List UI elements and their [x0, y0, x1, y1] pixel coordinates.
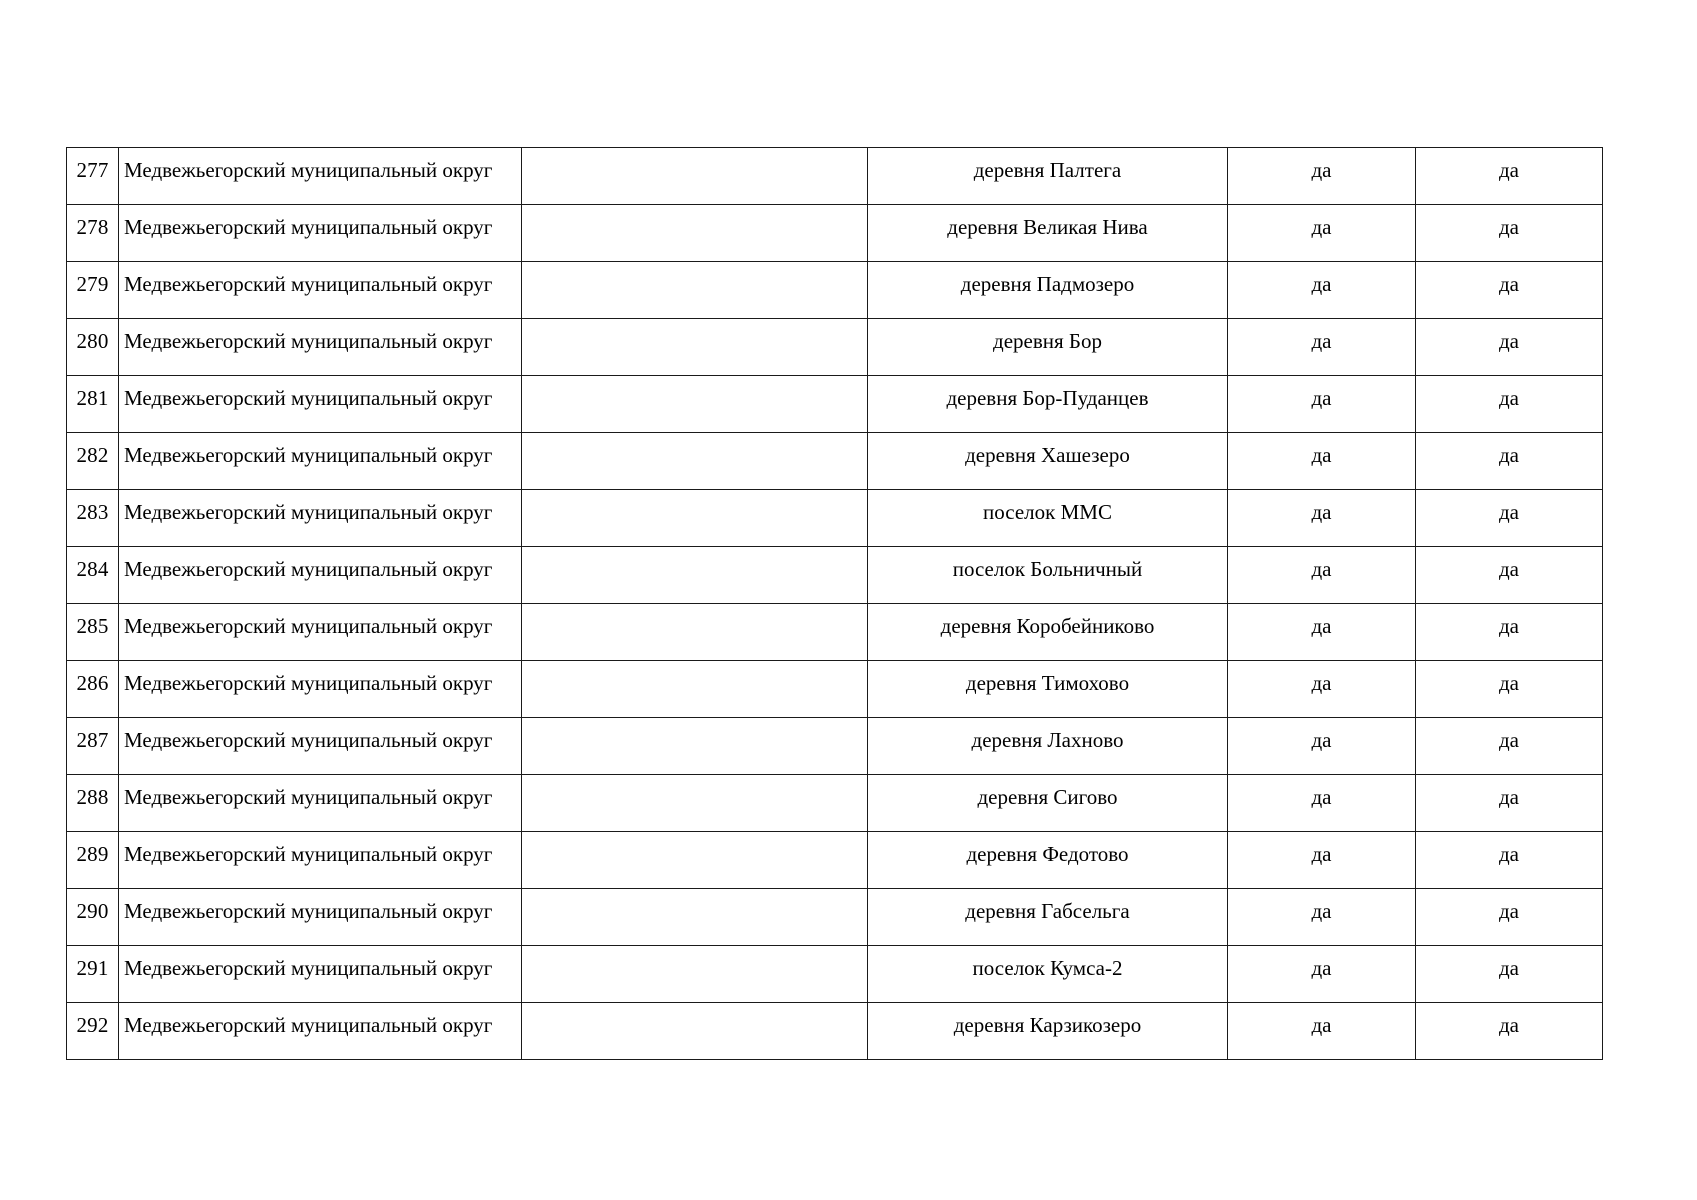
settlement-cell: деревня Великая Нива — [868, 205, 1228, 262]
flag-cell-1: да — [1228, 433, 1416, 490]
district-cell: Медвежьегорский муниципальный округ — [119, 661, 522, 718]
empty-cell — [522, 262, 868, 319]
empty-cell — [522, 604, 868, 661]
flag-cell-1: да — [1228, 604, 1416, 661]
district-cell: Медвежьегорский муниципальный округ — [119, 604, 522, 661]
flag-cell-2: да — [1416, 376, 1603, 433]
table-row — [67, 547, 1603, 604]
district-cell: Медвежьегорский муниципальный округ — [119, 205, 522, 262]
flag-cell-2: да — [1416, 148, 1603, 205]
empty-cell — [522, 832, 868, 889]
flag-cell-1: да — [1228, 262, 1416, 319]
table-row — [67, 1003, 1603, 1060]
district-cell: Медвежьегорский муниципальный округ — [119, 775, 522, 832]
flag-cell-2: да — [1416, 832, 1603, 889]
table-row — [67, 490, 1603, 547]
district-cell: Медвежьегорский муниципальный округ — [119, 946, 522, 1003]
row-number-cell: 292 — [67, 1003, 119, 1060]
table-row — [67, 319, 1603, 376]
district-cell: Медвежьегорский муниципальный округ — [119, 262, 522, 319]
row-number-cell: 280 — [67, 319, 119, 376]
empty-cell — [522, 490, 868, 547]
table-row — [67, 604, 1603, 661]
flag-cell-1: да — [1228, 376, 1416, 433]
district-cell: Медвежьегорский муниципальный округ — [119, 433, 522, 490]
flag-cell-1: да — [1228, 661, 1416, 718]
district-cell: Медвежьегорский муниципальный округ — [119, 1003, 522, 1060]
flag-cell-1: да — [1228, 946, 1416, 1003]
settlement-cell: деревня Лахново — [868, 718, 1228, 775]
row-number-cell: 282 — [67, 433, 119, 490]
district-cell: Медвежьегорский муниципальный округ — [119, 319, 522, 376]
table-row — [67, 718, 1603, 775]
empty-cell — [522, 946, 868, 1003]
table-row — [67, 433, 1603, 490]
flag-cell-2: да — [1416, 490, 1603, 547]
empty-cell — [522, 319, 868, 376]
table-row — [67, 376, 1603, 433]
settlement-cell: деревня Бор-Пуданцев — [868, 376, 1228, 433]
flag-cell-2: да — [1416, 319, 1603, 376]
flag-cell-1: да — [1228, 889, 1416, 946]
settlement-cell: деревня Палтега — [868, 148, 1228, 205]
row-number-cell: 290 — [67, 889, 119, 946]
row-number-cell: 288 — [67, 775, 119, 832]
empty-cell — [522, 148, 868, 205]
district-cell: Медвежьегорский муниципальный округ — [119, 547, 522, 604]
row-number-cell: 289 — [67, 832, 119, 889]
row-number-cell: 286 — [67, 661, 119, 718]
flag-cell-2: да — [1416, 262, 1603, 319]
settlement-cell: деревня Бор — [868, 319, 1228, 376]
empty-cell — [522, 661, 868, 718]
settlement-cell: поселок ММС — [868, 490, 1228, 547]
empty-cell — [522, 205, 868, 262]
district-cell: Медвежьегорский муниципальный округ — [119, 490, 522, 547]
empty-cell — [522, 547, 868, 604]
table-row — [67, 889, 1603, 946]
flag-cell-2: да — [1416, 775, 1603, 832]
flag-cell-2: да — [1416, 946, 1603, 1003]
row-number-cell: 284 — [67, 547, 119, 604]
settlement-cell: деревня Коробейниково — [868, 604, 1228, 661]
settlement-cell: деревня Сигово — [868, 775, 1228, 832]
flag-cell-1: да — [1228, 490, 1416, 547]
flag-cell-2: да — [1416, 1003, 1603, 1060]
flag-cell-1: да — [1228, 718, 1416, 775]
table-row — [67, 661, 1603, 718]
table-row — [67, 262, 1603, 319]
table-row — [67, 205, 1603, 262]
row-number-cell: 278 — [67, 205, 119, 262]
flag-cell-1: да — [1228, 319, 1416, 376]
empty-cell — [522, 718, 868, 775]
table-row — [67, 148, 1603, 205]
row-number-cell: 287 — [67, 718, 119, 775]
flag-cell-2: да — [1416, 718, 1603, 775]
settlement-cell: поселок Больничный — [868, 547, 1228, 604]
settlement-cell: деревня Тимохово — [868, 661, 1228, 718]
table-row — [67, 832, 1603, 889]
flag-cell-2: да — [1416, 661, 1603, 718]
row-number-cell: 291 — [67, 946, 119, 1003]
flag-cell-1: да — [1228, 148, 1416, 205]
empty-cell — [522, 376, 868, 433]
row-number-cell: 285 — [67, 604, 119, 661]
flag-cell-1: да — [1228, 205, 1416, 262]
empty-cell — [522, 1003, 868, 1060]
settlement-cell: деревня Падмозеро — [868, 262, 1228, 319]
flag-cell-2: да — [1416, 433, 1603, 490]
row-number-cell: 283 — [67, 490, 119, 547]
district-cell: Медвежьегорский муниципальный округ — [119, 148, 522, 205]
flag-cell-1: да — [1228, 832, 1416, 889]
flag-cell-2: да — [1416, 205, 1603, 262]
table-body — [67, 148, 1603, 1060]
district-cell: Медвежьегорский муниципальный округ — [119, 889, 522, 946]
flag-cell-2: да — [1416, 889, 1603, 946]
empty-cell — [522, 433, 868, 490]
flag-cell-1: да — [1228, 775, 1416, 832]
district-cell: Медвежьегорский муниципальный округ — [119, 832, 522, 889]
flag-cell-2: да — [1416, 547, 1603, 604]
settlement-cell: деревня Карзикозеро — [868, 1003, 1228, 1060]
flag-cell-2: да — [1416, 604, 1603, 661]
settlement-cell: поселок Кумса-2 — [868, 946, 1228, 1003]
row-number-cell: 281 — [67, 376, 119, 433]
district-cell: Медвежьегорский муниципальный округ — [119, 718, 522, 775]
row-number-cell: 279 — [67, 262, 119, 319]
table-row — [67, 946, 1603, 1003]
empty-cell — [522, 775, 868, 832]
district-cell: Медвежьегорский муниципальный округ — [119, 376, 522, 433]
empty-cell — [522, 889, 868, 946]
flag-cell-1: да — [1228, 547, 1416, 604]
row-number-cell: 277 — [67, 148, 119, 205]
settlements-table — [66, 147, 1603, 1060]
table-row — [67, 775, 1603, 832]
flag-cell-1: да — [1228, 1003, 1416, 1060]
settlement-cell: деревня Габсельга — [868, 889, 1228, 946]
settlement-cell: деревня Федотово — [868, 832, 1228, 889]
settlement-cell: деревня Хашезеро — [868, 433, 1228, 490]
